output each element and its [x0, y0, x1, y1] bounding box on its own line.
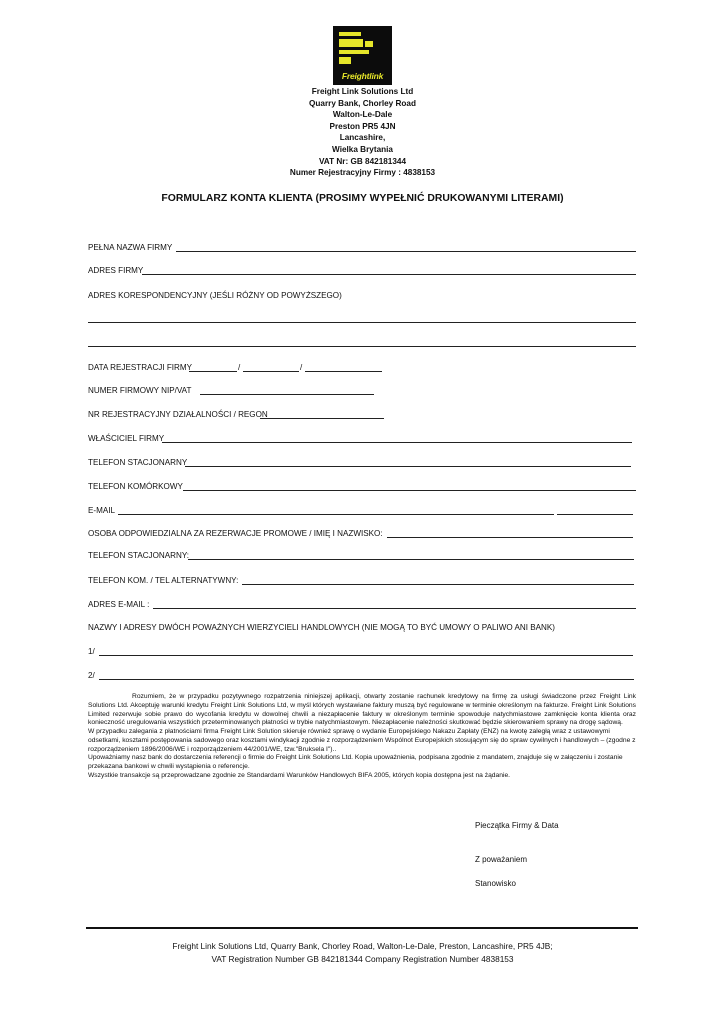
reg-date-year-field[interactable] — [305, 371, 382, 372]
label-mobile: TELEFON KOMÓRKOWY — [88, 482, 183, 491]
label-contact-person: OSOBA ODPOWIEDZIALNA ZA REZERWACJE PROMOWE / IMIĘ I NAZWISKO: — [88, 529, 383, 538]
regon-field[interactable] — [260, 418, 384, 419]
footer-registration: VAT Registration Number GB 842181344 Company Registration Number 4838153 — [211, 953, 514, 964]
owner-field[interactable] — [162, 442, 632, 443]
label-nip: NUMER FIRMOWY NIP/VAT — [88, 386, 192, 395]
van-icon — [339, 57, 351, 64]
terms-text — [88, 693, 636, 781]
date-separator: / — [238, 363, 241, 372]
terms-paragraph-1: Rozumiem, że w przypadku pozytywnego rozpatrzenia niniejszej aplikacji, otwarty zostanie rachunek kredytowy na firmę za usługi świadczone przez Freight Link Solutions Ltd. Akceptuję warunki kredytu Freight Link Solutions Ltd, w myśl których wystawiane faktury muszą być regulowane w terminie określonym na fakturze. Freight Link Solutions Limited rezerwuje sobie prawo do wycofania kredytu w dowolnej chwili a niezapłacenie faktury w określonym terminie spowoduje natychmiastowe zamknięcie konta klienta oraz konieczność uregulowania wszystkich przeterminowanych płatności w trybie natychmiastowym. Niezapłacenie należności skutkować będzie skierowaniem sprawy na drogę sądową. — [88, 693, 636, 727]
footer-address: Freight Link Solutions Ltd, Quarry Bank, Chorley Road, Walton-Le-Dale, Preston, Lancashire, PR5 4JB; — [172, 941, 553, 951]
email-field[interactable] — [118, 514, 554, 515]
corr-address-line-1[interactable] — [88, 322, 636, 323]
label-reg-date: DATA REJESTRACJI FIRMY — [88, 363, 193, 372]
address-field[interactable] — [142, 274, 636, 275]
terms-paragraph-4: Wszystkie transakcje są przeprowadzane zgodnie ze Standardami Warunków Handlowych BIFA 2005, których kopia dostępna jest na żądanie. — [88, 771, 511, 779]
reg-date-month-field[interactable] — [243, 371, 299, 372]
label-contact-email: ADRES E-MAIL : — [88, 600, 150, 609]
label-full-name: PEŁNA NAZWA FIRMY — [88, 243, 173, 252]
email-field-extra[interactable] — [557, 514, 633, 515]
date-separator: / — [300, 363, 303, 372]
company-county: Lancashire, — [339, 133, 386, 143]
logo-bar — [339, 50, 369, 54]
company-reg-number: Numer Rejestracyjny Firmy : 4838153 — [289, 168, 436, 178]
label-landline: TELEFON STACJONARNY — [88, 458, 188, 467]
truck-cab-icon — [365, 41, 373, 47]
contact-email-field[interactable] — [153, 608, 636, 609]
position-label: Stanowisko — [475, 879, 516, 888]
label-creditors: NAZWY I ADRESY DWÓCH POWAŻNYCH WIERZYCIELI HANDLOWYCH (NIE MOGĄ TO BYĆ UMOWY O PALIWO ANI BANK) — [88, 623, 555, 632]
logo-brand-text: Freightlink — [341, 71, 384, 81]
company-street: Quarry Bank, Chorley Road — [309, 98, 416, 108]
full-name-field[interactable] — [176, 251, 636, 252]
company-country: Wielka Brytania — [332, 144, 393, 154]
contact-person-field[interactable] — [387, 537, 633, 538]
form-title: FORMULARZ KONTA KLIENTA (PROSIMY WYPEŁNIĆ DRUKOWANYMI LITERAMI) — [161, 193, 564, 204]
label-owner: WŁAŚCICIEL FIRMY — [88, 434, 165, 443]
truck-icon — [339, 39, 363, 47]
company-city: Preston PR5 4JN — [329, 121, 396, 131]
label-creditor-1: 1/ — [88, 647, 95, 656]
company-name: Freight Link Solutions Ltd — [311, 87, 414, 96]
footer-divider — [86, 927, 638, 929]
label-address: ADRES FIRMY — [88, 266, 144, 275]
logo-bar — [339, 32, 361, 36]
nip-field[interactable] — [200, 394, 374, 395]
label-contact-landline: TELEFON STACJONARNY: — [88, 551, 190, 560]
company-address — [0, 86, 725, 179]
contact-landline-field[interactable] — [188, 559, 634, 560]
terms-paragraph-2: W przypadku zalegania z płatnościami firma Freight Link Solution skieruje również sprawę o wydanie Europejskiego Nakazu Zapłaty (ENZ) na kwotę zaległą wraz z ustawowymi odsetkami, kosztami postępowania sadowego oraz kosztami windykacji zgodnie z rozporządzeniem Wspólnot Europejskich stosującym się do spraw cywilnych i handlowych – (zgodne z rozporządzeniem 1896/2006/WE i rozporządzeniem 44/2001/WE, tzw."Bruksela I").. — [88, 728, 636, 753]
mobile-field[interactable] — [183, 490, 636, 491]
landline-field[interactable] — [185, 466, 631, 467]
label-corr-address: ADRES KORESPONDENCYJNY (JEŚLI RÓŻNY OD POWYŻSZEGO) — [88, 291, 342, 300]
reg-date-day-field[interactable] — [189, 371, 237, 372]
label-email: E-MAIL — [88, 506, 115, 515]
company-area: Walton-Le-Dale — [332, 110, 393, 120]
corr-address-line-2[interactable] — [88, 346, 636, 347]
footer — [0, 940, 725, 965]
stamp-label: Pieczątka Firmy & Data — [475, 821, 559, 830]
company-logo — [333, 26, 392, 85]
company-vat: VAT Nr: GB 842181344 — [318, 156, 407, 166]
regards-label: Z poważaniem — [475, 855, 528, 864]
creditor-2-field[interactable] — [99, 679, 634, 680]
label-creditor-2: 2/ — [88, 671, 95, 680]
terms-paragraph-3: Upoważniamy nasz bank do dostarczenia referencji o firmie do Freight Link Solutions Ltd. Kopia upoważnienia, podpisana zgodnie z mandatem, znajduje się w załączeniu i zostanie przekazana bankowi w chwili wystąpienia o referencje. — [88, 754, 623, 770]
contact-mobile-field[interactable] — [242, 584, 634, 585]
label-regon: NR REJESTRACYJNY DZIAŁALNOŚCI / REGON — [88, 410, 268, 419]
label-contact-mobile: TELEFON KOM. / TEL ALTERNATYWNY: — [88, 576, 239, 585]
creditor-1-field[interactable] — [99, 655, 633, 656]
